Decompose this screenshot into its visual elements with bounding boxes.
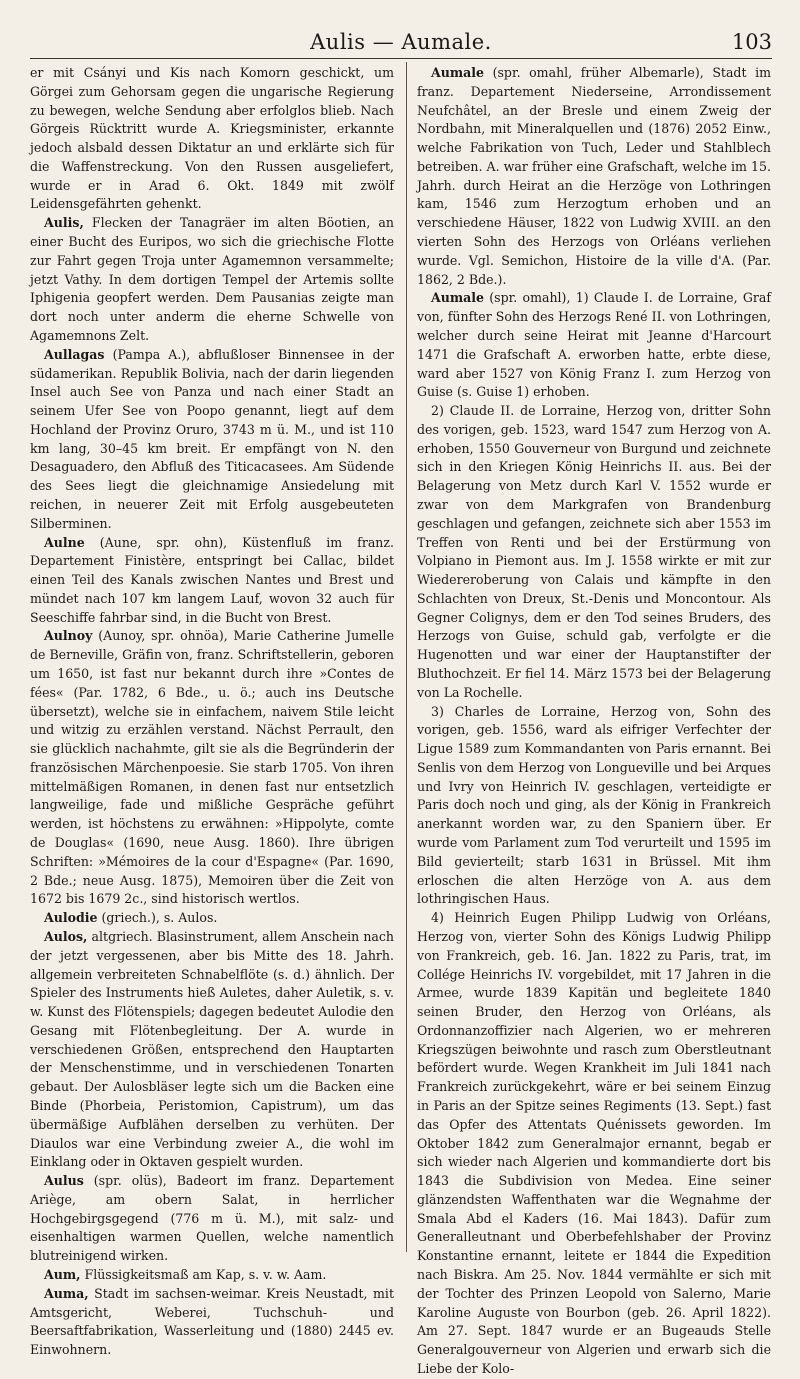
entry-text: Flüssigkeitsmaß am Kap, s. v. w. Aam. [80,1267,327,1282]
dictionary-entry [30,1172,394,1266]
entry-headword: Aulus [44,1173,84,1189]
entry-text: 4) Heinrich Eugen Philipp Ludwig von Orléans, Herzog von, vierter Sohn des Königs Ludwig Philipp von Frankreich, geb. 16. Jan. 1822 zu Paris, trat, im Collége Heinrichs IV. vorgebildet, mit 17 Jahren in die Armee, wurde 1839 Kapitän und begleitete 1840 seinen Bruder, den Herzog von Orléans, als Ordonnanzoffizier nach Algerien, wo er mehreren Kriegszügen beiwohnte und rasch zum Oberstleutnant befördert wurde. Wegen Krankheit im Juli 1841 nach Frankreich zurückgekehrt, wäre er bei seinem Einzug in Paris an der Spitze seines Regiments (13. Sept.) fast das Opfer des Attentats Quénissets geworden. Im Oktober 1842 zum Generalmajor ernannt, begab er sich wieder nach Algerien und kommandierte dort bis 1843 die Subdivision von Medea. Eine seiner glänzendsten Waffenthaten war die Wegnahme der Smala Abd el Kaders (16. Mai 1843). Dafür zum Generalleutnant und Oberbefehlshaber der Provinz Konstantine ernannt, leitete er 1844 die Expedition nach Biskra. Am 25. Nov. 1844 vermählte er sich mit der Tochter des Prinzen Leopold von Salerno, Marie Karoline Auguste von Bourbon (geb. 26. April 1822). Am 27. Sept. 1847 wurde er an Bugeauds Stelle Generalgouverneur von Algerien und erwarb sich die Liebe der Kolo- [417,910,771,1376]
dictionary-entry [417,64,771,289]
dictionary-entry [30,928,394,1172]
entry-headword: Aulos, [44,928,88,944]
dictionary-entry [30,627,394,909]
entry-headword: Aum, [44,1267,81,1282]
entry-text: (Pampa A.), abflußloser Binnensee in der südamerikan. Republik Bolivia, nach der darin liegenden Insel auch See von Panza und nach einer Stadt an seinem Ufer See von Poopo genannt, liegt auf dem Hochland der Provinz Oruro, 3743 m ü. M., und ist 110 km lang, 30–45 km breit. Er empfängt von N. den Desaguadero, den Abfluß des Titicacasees. Am Südende des Sees liegt die gleichnamige Ansiedelung mit reichen, in neuerer Zeit mit Erfolg ausgebeuteten Silberminen. [30,346,394,531]
entry-text: (spr. omahl, früher Albemarle), Stadt im franz. Departement Niederseine, Arrondissement Neufchâtel, an der Bresle und einem Zweig der Nordbahn, mit Mineralquellen und (1876) 2052 Einw., welche Fabrikation von Tuch, Leder und Stahlblech betreiben. A. war früher eine Grafschaft, welche im 15. Jahrh. durch Heirat an die Herzöge von Lothringen kam, 1546 zum Herzogtum erhoben und an verschiedene Häuser, 1822 von Ludwig XVIII. an den vierten Sohn des Herzogs von Orléans verliehen wurde. Vgl. Semichon, Histoire de la ville d'A. (Par. 1862, 2 Bde.). [417,65,771,287]
entry-text: altgriech. Blasinstrument, allem Anschein nach der jetzt vergessenen, aber bis Mitte des 18. Jahrh. allgemein verbreiteten Schnabelflöte (s. d.) ähnlich. Der Spieler des Instruments hieß Auletes, daher Auletik, s. v. w. Kunst des Flötenspiels; dagegen bedeutet Aulodie den Gesang mit Flötenbegleitung. Der A. wurde in verschiedenen Größen, entsprechend den Hauptarten der Menschenstimme, und in verschiedenen Tonarten gebaut. Der Aulosbläser legte sich um die Backen eine Binde (Phorbeia, Peristomion, Capistrum), um das übermäßige Aufblähen derselben zu verhüten. Der Diaulos war eine Verbindung zweier A., die wohl im Einklang oder in Oktaven gespielt wurden. [30,928,394,1170]
entry-text: 2) Claude II. de Lorraine, Herzog von, dritter Sohn des vorigen, geb. 1523, ward 1547 zum Herzog von A. erhoben, 1550 Gouverneur von Burgund und zeichnete sich in den Kriegen König Heinrichs II. aus. Bei der Belagerung von Metz durch Karl V. 1552 wurde er zwar von dem Markgrafen von Brandenburg geschlagen und gefangen, zeichnete sich aber 1553 im Treffen von Renti und bei der Erstürmung von Volpiano in Piemont aus. Im J. 1558 wirkte er mit zur Wiedereroberung von Calais und kämpfte in den Schlachten von Dreux, St.-Denis und Moncontour. Als Gegner Colignys, dem er den Tod seines Bruders, des Herzogs von Guise, schuld gab, verfolgte er die Hugenotten und war einer der Hauptanstifter der Bluthochzeit. Er fiel 14. März 1573 bei der Belagerung von La Rochelle. [417,403,771,700]
entry-headword: Aulnoy [44,628,93,644]
dictionary-entry [30,64,394,214]
dictionary-entry [30,346,394,534]
entry-text: (griech.), s. Aulos. [97,910,218,926]
entry-headword: Aulis, [44,215,84,231]
entry-text: 3) Charles de Lorraine, Herzog von, Sohn des vorigen, geb. 1556, ward als eifriger Verfechter der Ligue 1589 zum Kommandanten von Paris ernannt. Bei Senlis von dem Herzog von Longueville und bei Arques und Ivry von Heinrich IV. geschlagen, verteidigte er Paris doch noch und ging, als der König in Frankreich anerkannt worden war, zu den Spaniern über. Er wurde vom Parlament zum Tod verurteilt und 1595 im Bild gevierteilt; starb 1631 in Brüssel. Mit ihm erloschen die alten Herzöge von A. aus dem lothringischen Haus. [417,703,771,907]
entry-text: (Aune, spr. ohn), Küstenfluß im franz. Departement Finistère, entspringt bei Callac, bildet einen Teil des Kanals zwischen Nantes und Brest und mündet nach 107 km langem Lauf, wovon 32 auch für Seeschiffe fahrbar sind, in die Bucht von Brest. [30,534,394,625]
entry-headword: Aulne [44,534,85,550]
entry-headword: Aullagas [44,346,105,362]
left-column [30,64,394,1358]
dictionary-entry [30,1266,394,1285]
running-title: Aulis — Aumale. [310,30,492,54]
entry-text: er mit Csányi und Kis nach Komorn geschickt, um Görgei zum Gehorsam gegen die ungarische Regierung zu bewegen, welche Sendung aber erfolglos blieb. Nach Görgeis Rücktritt wurde A. Kriegsminister, erkannte jedoch alsbald dessen Diktatur an und erklärte sich für die Waffenstreckung. Von den Russen ausgeliefert, wurde er in Arad 6. Okt. 1849 mit zwölf Leidensgefährten gehenkt. [30,65,394,212]
page-header [30,22,772,56]
right-column [417,64,771,1376]
entry-text: Flecken der Tanagräer im alten Böotien, an einer Bucht des Euripos, wo sich die griechische Flotte zur Fahrt gegen Troja unter Agamemnon versammelte; jetzt Vathy. In dem dortigen Tempel der Artemis sollte Iphigenia geopfert werden. Dem Pausanias zeigte man dort noch unter anderm die eherne Schwelle von Agamemnons Zelt. [30,215,394,343]
entry-text: (spr. olüs), Badeort im franz. Departement Ariège, am obern Salat, in herrlicher Hochgebirgsgegend (776 m ü. M.), mit salz- und eisenhaltigen warmen Quellen, welche namentlich blutreinigend wirken. [30,1173,394,1264]
dictionary-entry [30,214,394,345]
entry-headword: Aumale [431,65,485,80]
header-rule [30,58,772,59]
dictionary-entry [30,1285,394,1360]
entry-text: (spr. omahl), 1) Claude I. de Lorraine, Graf von, fünfter Sohn des Herzogs René II. von Lothringen, welcher durch seine Heirat mit Jeanne d'Harcourt 1471 die Grafschaft A. erworben hatte, erbte diese, ward aber 1527 von König Franz I. zum Herzog von Guise (s. Guise 1) erhoben. [417,290,771,400]
dictionary-entry [417,289,771,402]
entry-headword: Aumale [431,290,485,306]
dictionary-entry [417,909,771,1379]
entry-headword: Auma, [44,1285,89,1301]
dictionary-entry [30,534,394,628]
page-number: 103 [731,30,772,54]
dictionary-entry [30,909,394,928]
entry-text: Stadt im sachsen-weimar. Kreis Neustadt, mit Amtsgericht, Weberei, Tuchschuh- und Beersaftfabrikation, Wasserleitung und (1880) 2445 ev. Einwohnern. [30,1285,394,1358]
column-divider [406,62,407,1252]
dictionary-entry [417,402,771,703]
dictionary-entry [417,703,771,910]
entry-text: (Aunoy, spr. ohnöa), Marie Catherine Jumelle de Berneville, Gräfin von, franz. Schriftstellerin, geboren um 1650, ist fast nur bekannt durch ihre »Contes de fées« (Par. 1782, 6 Bde., u. ö.; auch ins Deutsche übersetzt), welche sie in einfachem, naivem Stile leicht und witzig zu erzählen verstand. Nächst Perrault, den sie glücklich nachahmte, gilt sie als die Begründerin der französischen Märchenpoesie. Sie starb 1705. Von ihren mittelmäßigen Romanen, in denen fast nur entsetzlich langweilige, fade und mißliche Gespräche geführt werden, ist höchstens zu erwähnen: »Hippolyte, comte de Douglas« (1690, neue Ausg. 1860). Ihre übrigen Schriften: »Mémoires de la cour d'Espagne« (Par. 1690, 2 Bde.; neue Ausg. 1875), Memoiren über die Zeit von 1672 bis 1679 2c., sind historisch wertlos. [30,628,394,907]
entry-headword: Aulodie [44,910,98,926]
